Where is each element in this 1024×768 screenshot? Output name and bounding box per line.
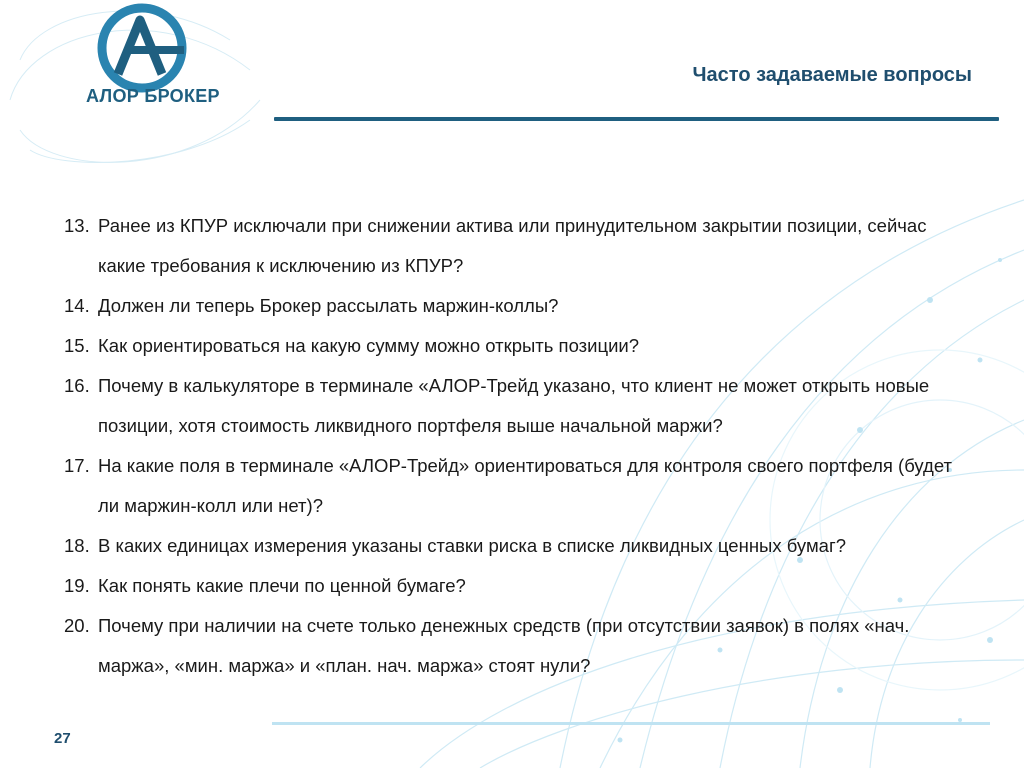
question-text: В каких единицах измерения указаны ставки риска в списке ликвидных ценных бумаг? bbox=[98, 535, 846, 556]
footer-divider bbox=[272, 722, 990, 725]
question-text: На какие поля в терминале «АЛОР-Трейд» ориентироваться для контроля своего портфеля (будет ли маржин-колл или нет)? bbox=[98, 455, 952, 516]
questions-list bbox=[64, 206, 974, 686]
page-number: 27 bbox=[54, 730, 71, 747]
question-text: Как ориентироваться на какую сумму можно открыть позиции? bbox=[98, 335, 640, 356]
list-item bbox=[64, 366, 974, 446]
question-text: Ранее из КПУР исключали при снижении актива или принудительном закрытии позиции, сейчас какие требования к исключению из КПУР? bbox=[98, 215, 927, 276]
question-number: 18. bbox=[64, 535, 90, 556]
list-item bbox=[64, 206, 974, 286]
list-item bbox=[64, 566, 974, 606]
question-number: 17. bbox=[64, 455, 90, 476]
page-title: Часто задаваемые вопросы bbox=[692, 64, 972, 86]
title-divider bbox=[274, 117, 999, 121]
list-item bbox=[64, 446, 974, 526]
question-text: Должен ли теперь Брокер рассылать маржин-коллы? bbox=[98, 295, 559, 316]
question-number: 14. bbox=[64, 295, 90, 316]
list-item bbox=[64, 286, 974, 326]
question-number: 19. bbox=[64, 575, 90, 596]
list-item bbox=[64, 606, 974, 686]
list-item bbox=[64, 326, 974, 366]
question-text: Как понять какие плечи по ценной бумаге? bbox=[98, 575, 466, 596]
question-number: 15. bbox=[64, 335, 90, 356]
question-text: Почему при наличии на счете только денежных средств (при отсутствии заявок) в полях «нач. маржа», «мин. маржа» и «план. нач. маржа» стоят нули? bbox=[98, 615, 910, 676]
question-number: 20. bbox=[64, 615, 90, 636]
question-number: 16. bbox=[64, 375, 90, 396]
logo-text: АЛОР БРОКЕР bbox=[86, 86, 220, 106]
alor-logo-icon bbox=[60, 2, 230, 132]
list-item bbox=[64, 526, 974, 566]
question-text: Почему в калькуляторе в терминале «АЛОР-Трейд указано, что клиент не может открыть новые позиции, хотя стоимость ликвидного портфеля выше начальной маржи? bbox=[98, 375, 930, 436]
question-number: 13. bbox=[64, 215, 90, 236]
